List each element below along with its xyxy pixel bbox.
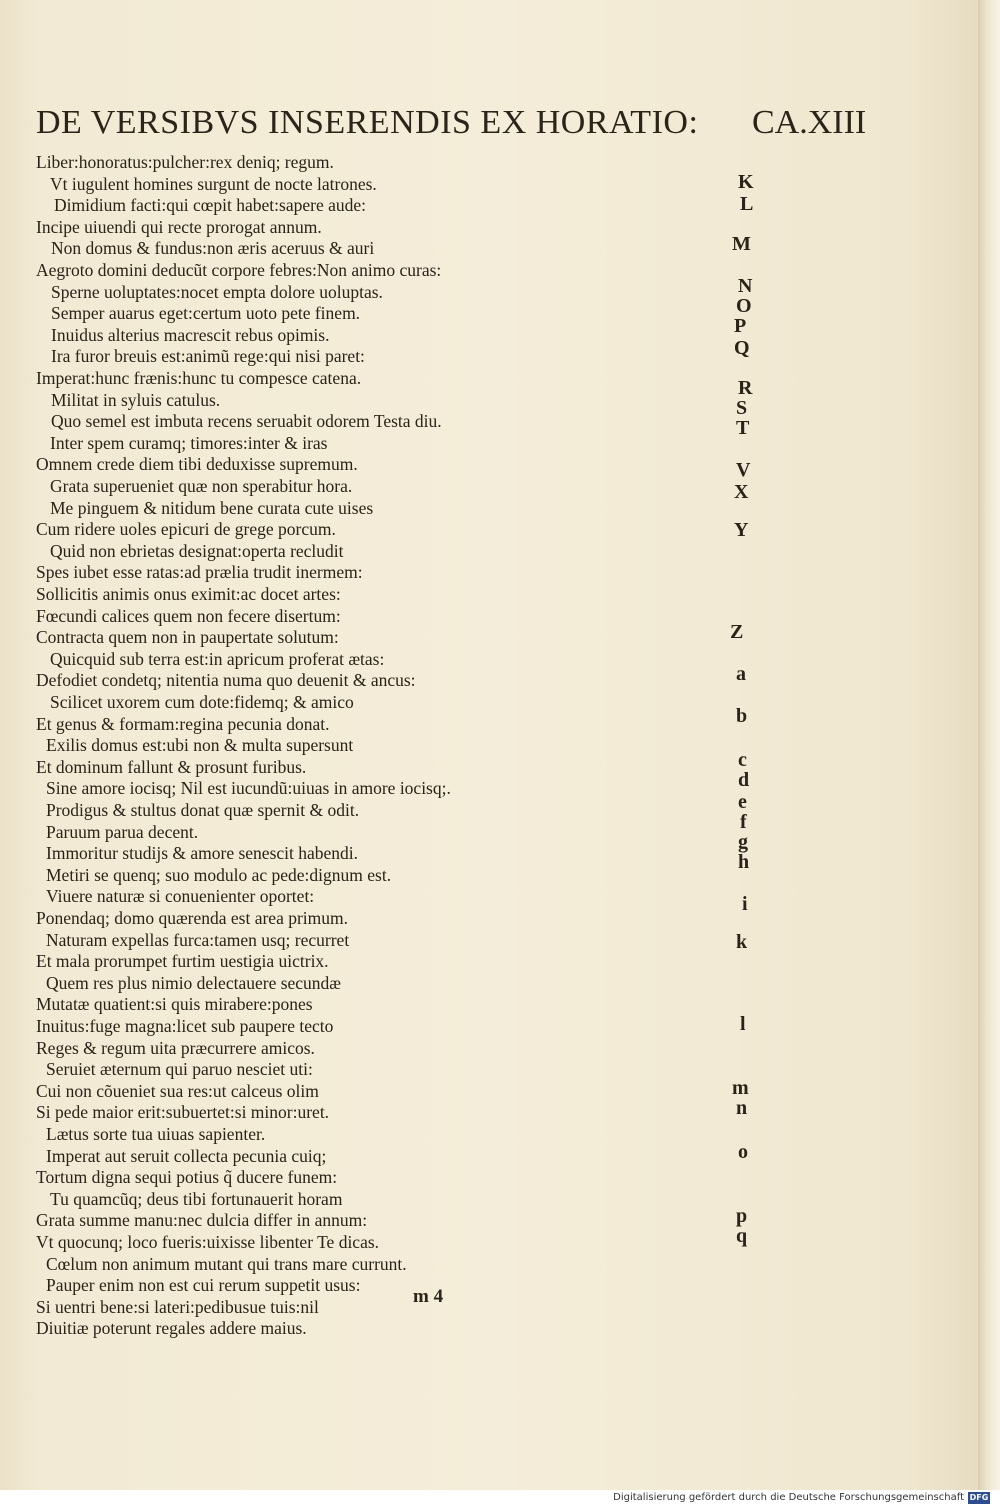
margin-letter: l xyxy=(740,1013,746,1035)
margin-letter: i xyxy=(742,893,748,915)
margin-letter: T xyxy=(736,417,750,439)
verse-line: Militat in syluis catulus. xyxy=(51,389,221,410)
margin-letter: m xyxy=(732,1077,749,1099)
margin-letter: M xyxy=(732,233,751,255)
signature-mark: m 4 xyxy=(413,1286,444,1307)
verse-line: Tu quamcũq; deus tibi fortunauerit horam xyxy=(50,1188,343,1209)
running-head-title: DE VERSIBVS INSERENDIS EX HORATIO: xyxy=(36,104,699,141)
margin-letter: q xyxy=(736,1225,748,1247)
margin-letter: k xyxy=(736,931,748,953)
verse-line: Incipe uiuendi qui recte prorogat annum. xyxy=(36,216,322,237)
verse-line: Lætus sorte tua uiuas sapienter. xyxy=(46,1124,266,1144)
verse-line: Exilis domus est:ubi non & multa supersunt xyxy=(46,735,354,756)
verse-line: Cui non cõueniet sua res:ut calceus olim xyxy=(36,1080,319,1101)
margin-letter: p xyxy=(736,1205,748,1227)
margin-letter: Z xyxy=(730,621,744,643)
verse-line: Tortum digna sequi potius q̃ ducere funem: xyxy=(36,1167,338,1188)
verse-line: Omnem crede diem tibi deduxisse supremum. xyxy=(36,454,358,475)
verse-line: Metiri se quenq; suo modulo ac pede:dignum est. xyxy=(46,864,392,885)
verse-line: Scilicet uxorem cum dote:fidemq; & amico xyxy=(50,692,354,712)
margin-letter: a xyxy=(736,663,746,685)
margin-letter: Q xyxy=(734,337,750,359)
margin-letter: o xyxy=(738,1141,748,1163)
verse-line: Aegroto domini deducũt corpore febres:Non animo curas: xyxy=(36,260,442,280)
verse-line: Sperne uoluptates:nocet empta dolore uoluptas. xyxy=(51,281,383,302)
margin-letter: c xyxy=(738,749,747,771)
margin-letter: g xyxy=(738,831,748,853)
verse-line: Naturam expellas furca:tamen usq; recurret xyxy=(46,929,350,950)
margin-letter: X xyxy=(734,481,749,503)
verse-line: Quem res plus nimio delectauere secundæ xyxy=(46,972,341,993)
margin-letter: b xyxy=(736,705,748,727)
verse-line: Defodiet condetq; nitentia numa quo deuenit & ancus: xyxy=(36,670,416,691)
margin-letter: f xyxy=(740,811,747,833)
page-edge xyxy=(978,0,1000,1490)
verse-line: Paruum parua decent. xyxy=(46,821,199,842)
verse-line: Si uentri bene:si lateri:pedibusue tuis:nil xyxy=(36,1296,319,1317)
verse-line: Sine amore iocisq; Nil est iucundũ:uiuas in amore iocisq;. xyxy=(46,778,451,799)
digitization-credit: Digitalisierung gefördert durch die Deutsche Forschungsgemeinschaft xyxy=(613,1492,964,1503)
verse-line: Grata summe manu:nec dulcia differ in annum: xyxy=(36,1210,368,1231)
verse-line: Viuere naturæ si conuenienter oportet: xyxy=(46,886,315,907)
verse-line: Inuitus:fuge magna:licet sub paupere tecto xyxy=(36,1016,334,1036)
margin-letter: P xyxy=(734,315,747,337)
margin-letter: V xyxy=(736,459,751,481)
margin-letter: L xyxy=(740,193,754,215)
verse-line: Contracta quem non in paupertate solutum: xyxy=(36,627,339,648)
verse-line: Grata superueniet quæ non sperabitur hora. xyxy=(50,476,353,496)
verse-line: Et mala prorumpet furtim uestigia uictrix. xyxy=(36,951,329,972)
margin-letter: e xyxy=(738,791,747,813)
verse-line: Sollicitis animis onus eximit:ac docet artes: xyxy=(36,584,341,604)
verse-line: Imperat:hunc frænis:hunc tu compesce catena. xyxy=(36,368,362,388)
verse-line: Et genus & formam:regina pecunia donat. xyxy=(36,713,330,734)
margin-letter: d xyxy=(738,769,750,791)
margin-letter: S xyxy=(736,397,748,419)
verse-line: Inuidus alterius macrescit rebus opimis. xyxy=(51,324,330,345)
margin-letter: N xyxy=(738,275,753,297)
dfg-logo: DFG xyxy=(969,1493,989,1502)
verse-line: Si pede maior erit:subuertet:si minor:uret. xyxy=(36,1102,330,1123)
verse-line: Et dominum fallunt & prosunt furibus. xyxy=(36,756,307,777)
verse-line: Mutatæ quatient:si quis mirabere:pones xyxy=(36,994,313,1015)
verse-line: Liber:honoratus:pulcher:rex deniq; regum. xyxy=(36,152,334,172)
verse-line: Imperat aut seruit collecta pecunia cuiq; xyxy=(46,1145,327,1166)
verse-line: Quid non ebrietas designat:operta recludit xyxy=(50,540,344,561)
margin-letter: O xyxy=(736,295,752,317)
verse-line: Me pinguem & nitidum bene curata cute uises xyxy=(50,497,374,518)
verse-line: Diuitiæ poterunt regales addere maius. xyxy=(36,1318,307,1339)
verse-line: Semper auarus eget:certum uoto pete finem. xyxy=(51,303,361,324)
verse-line: Inter spem curamq; timores:inter & iras xyxy=(50,432,328,453)
verse-line: Cœlum non animum mutant qui trans mare currunt. xyxy=(46,1253,407,1274)
verse-line: Pauper enim non est cui rerum suppetit usus: xyxy=(46,1275,361,1296)
folio-number: CA.XIII xyxy=(752,104,867,141)
verse-line: Ira furor breuis est:animũ rege:qui nisi paret: xyxy=(51,346,365,367)
verse-line: Prodigus & stultus donat quæ spernit & odit. xyxy=(46,800,360,820)
verse-line: Vt quocunq; loco fueris:uixisse libenter Te dicas. xyxy=(36,1232,380,1252)
verse-line: Immoritur studijs & amore senescit habendi. xyxy=(46,843,359,864)
verse-line: Ponendaq; domo quærenda est area primum. xyxy=(36,908,349,928)
verse-line: Spes iubet esse ratas:ad prælia trudit inermem: xyxy=(36,562,363,583)
verse-line: Cum ridere uoles epicuri de grege porcum. xyxy=(36,519,336,540)
margin-letter: n xyxy=(736,1097,748,1119)
margin-letter: R xyxy=(738,377,753,399)
verse-line: Quo semel est imbuta recens seruabit odorem Testa diu. xyxy=(51,411,442,432)
verse-line: Dimidium facti:qui cœpit habet:sapere aude: xyxy=(54,195,366,216)
verse-line: Reges & regum uita præcurrere amicos. xyxy=(36,1037,315,1058)
margin-letter: Y xyxy=(734,519,749,541)
verse-line: Non domus & fundus:non æris aceruus & auri xyxy=(51,238,375,259)
margin-letter: K xyxy=(738,171,754,193)
verse-line: Quicquid sub terra est:in apricum proferat ætas: xyxy=(50,648,385,669)
verse-line: Fœcundi calices quem non fecere disertum: xyxy=(36,605,341,626)
margin-letter: h xyxy=(738,851,750,873)
verse-line: Vt iugulent homines surgunt de nocte latrones. xyxy=(50,173,377,194)
verse-line: Seruiet æternum qui paruo nesciet uti: xyxy=(46,1059,313,1080)
